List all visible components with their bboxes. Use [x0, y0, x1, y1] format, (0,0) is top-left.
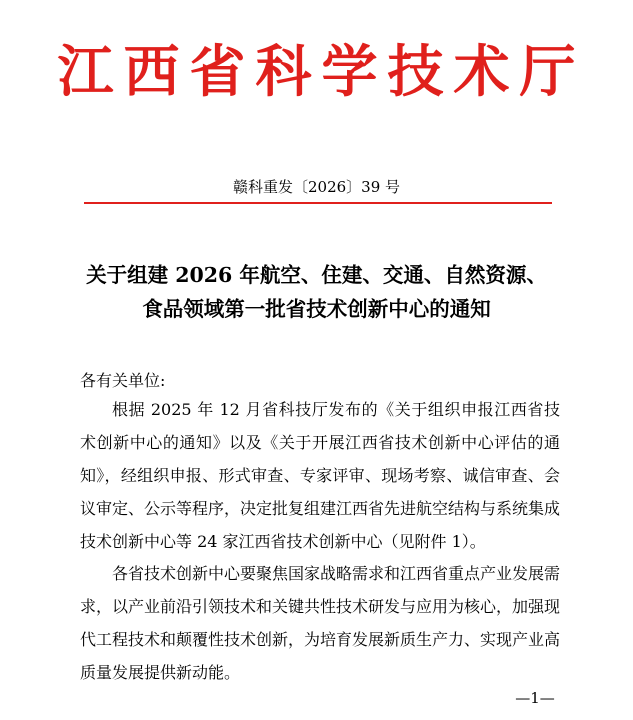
document-title	[40, 258, 593, 326]
title-line-2: 食品领域第一批省技术创新中心的通知	[142, 297, 491, 321]
salutation: 各有关单位:	[80, 371, 166, 390]
page-number: —1—	[515, 689, 555, 707]
body-paragraph-2: 各省技术创新中心要聚焦国家战略需求和江西省重点产业发展需求，以产业前沿引领技术和关键共性技术研发与应用为核心，加强现代工程技术和颠覆性技术创新，为培育发展新质生产力、实现产业高质量发展提供新动能。	[80, 564, 561, 682]
red-divider-line	[84, 202, 552, 204]
issuer-header: 江西省科学技术厅	[57, 39, 586, 105]
title-line-1: 关于组建 2026 年航空、住建、交通、自然资源、	[86, 263, 547, 287]
document-number: 赣科重发〔2026〕39 号	[232, 178, 401, 196]
body-paragraph-1: 根据 2025 年 12 月省科技厅发布的《关于组织申报江西省技术创新中心的通知》以及《关于开展江西省技术创新中心评估的通知》，经组织申报、形式审查、专家评审、现场考察、诚信审查、会议审定、公示等程序，决定批复组建江西省先进航空结构与系统集成技术创新中心等 24 家江西省技术创新中心（见附件 1）。	[80, 400, 561, 551]
